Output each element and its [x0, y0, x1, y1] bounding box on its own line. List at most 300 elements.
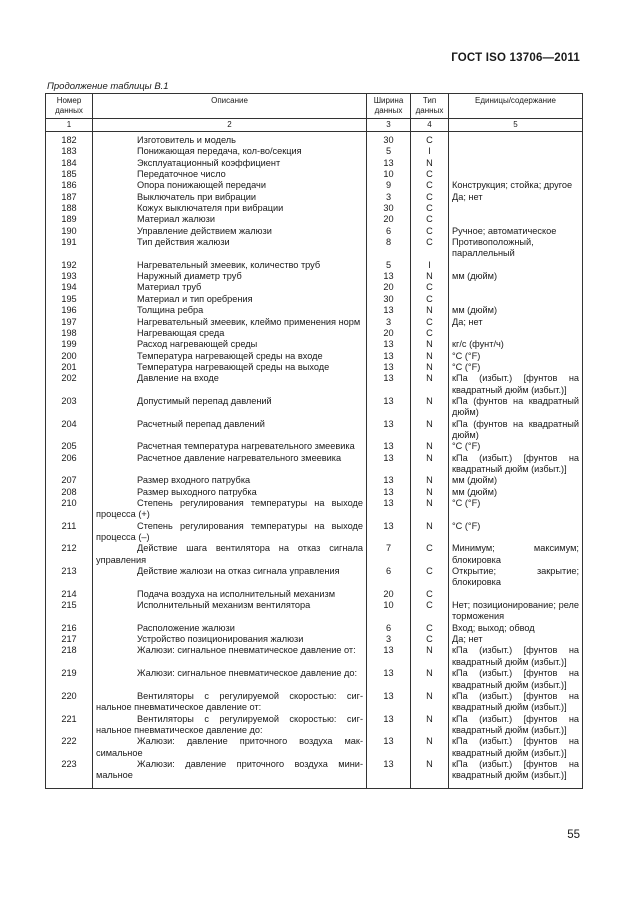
data-type: N	[411, 759, 449, 788]
col-number: 4	[411, 119, 449, 132]
data-type: N	[411, 396, 449, 419]
units	[449, 328, 583, 339]
standard-title: ГОСТ ISO 13706—2011	[451, 52, 580, 64]
description-text: Выключатель при вибрации	[137, 191, 256, 202]
description	[93, 645, 367, 668]
table-body	[46, 132, 583, 789]
units: мм (дюйм)	[449, 487, 583, 498]
description-text: Вентиляторы с регулируемой скоростью: сигнальное пневматическое давление от:	[96, 690, 363, 713]
description-text: Температура нагревающей среды на выходе	[137, 361, 330, 372]
description-text: Жалюзи: сигнальное пневматическое давление от:	[137, 645, 356, 656]
table-caption: Продолжение таблицы В.1	[47, 81, 169, 92]
table-row	[46, 543, 583, 566]
description	[93, 543, 367, 566]
data-number: 212	[46, 543, 93, 566]
data-number: 221	[46, 714, 93, 737]
table-row	[46, 441, 583, 452]
data-type: C	[411, 169, 449, 180]
data-type: I	[411, 260, 449, 271]
description-text: Расчетная температура нагревательного змеевика	[137, 441, 355, 452]
description	[93, 566, 367, 589]
description-text: Изготовитель и модель	[137, 135, 236, 145]
description	[93, 419, 367, 442]
table-row	[46, 180, 583, 191]
table-row	[46, 158, 583, 169]
data-width: 6	[367, 566, 411, 589]
data-type: C	[411, 634, 449, 645]
description-text: Понижающая передача, кол-во/секция	[137, 146, 302, 157]
description	[93, 691, 367, 714]
units: мм (дюйм)	[449, 475, 583, 486]
data-type: N	[411, 521, 449, 544]
description	[93, 305, 367, 316]
description	[93, 237, 367, 260]
table-row	[46, 192, 583, 203]
description	[93, 589, 367, 600]
table-row	[46, 260, 583, 271]
data-number: 184	[46, 158, 93, 169]
data-width: 7	[367, 543, 411, 566]
description	[93, 294, 367, 305]
description-text: Кожух выключателя при вибрации	[137, 203, 284, 214]
units	[449, 132, 583, 147]
description	[93, 317, 367, 328]
table-row	[46, 305, 583, 316]
data-number: 187	[46, 192, 93, 203]
data-number: 223	[46, 759, 93, 788]
units: Минимум; максимум; блокировка	[449, 543, 583, 566]
table-row	[46, 362, 583, 373]
data-number: 197	[46, 317, 93, 328]
col-number: 3	[367, 119, 411, 132]
data-type: C	[411, 282, 449, 293]
units: Вход; выход; обвод	[449, 623, 583, 634]
table-row	[46, 419, 583, 442]
description	[93, 192, 367, 203]
data-type: C	[411, 600, 449, 623]
units: Ручное; автоматическое	[449, 226, 583, 237]
units: кПа (избыт.) [фунтов на квадратный дюйм (избыт.)]	[449, 759, 583, 788]
table-row	[46, 759, 583, 788]
table-row	[46, 691, 583, 714]
data-width: 13	[367, 396, 411, 419]
table-row	[46, 487, 583, 498]
data-number: 203	[46, 396, 93, 419]
description-text: Расчетное давление нагревательного змеевика	[137, 452, 342, 463]
table-row	[46, 453, 583, 476]
units: °С (°F)	[449, 362, 583, 373]
description	[93, 362, 367, 373]
data-width: 30	[367, 294, 411, 305]
description-text: Размер выходного патрубка	[137, 486, 257, 497]
data-type: C	[411, 192, 449, 203]
data-number: 202	[46, 373, 93, 396]
table-row	[46, 294, 583, 305]
data-type: C	[411, 328, 449, 339]
description-text: Передаточное число	[137, 169, 226, 180]
data-width: 20	[367, 282, 411, 293]
data-type: N	[411, 419, 449, 442]
description-text: Расположение жалюзи	[137, 622, 235, 633]
description	[93, 214, 367, 225]
description	[93, 351, 367, 362]
description	[93, 498, 367, 521]
description-text: Допустимый перепад давлений	[137, 395, 272, 406]
description	[93, 271, 367, 282]
table-row	[46, 623, 583, 634]
data-number: 199	[46, 339, 93, 350]
description	[93, 453, 367, 476]
description-text: Размер входного патрубка	[137, 475, 251, 486]
table-row	[46, 634, 583, 645]
description	[93, 521, 367, 544]
data-width: 13	[367, 441, 411, 452]
data-width: 3	[367, 634, 411, 645]
units: кг/с (фунт/ч)	[449, 339, 583, 350]
data-type: C	[411, 214, 449, 225]
data-number: 190	[46, 226, 93, 237]
data-width: 13	[367, 714, 411, 737]
data-width: 5	[367, 146, 411, 157]
description-text: Управление действием жалюзи	[137, 225, 272, 236]
data-width: 20	[367, 214, 411, 225]
data-number: 207	[46, 475, 93, 486]
table-header	[46, 94, 583, 132]
data-type: N	[411, 158, 449, 169]
data-type: C	[411, 203, 449, 214]
table-row	[46, 282, 583, 293]
data-width: 13	[367, 305, 411, 316]
table-row	[46, 589, 583, 600]
data-type: N	[411, 441, 449, 452]
data-number: 216	[46, 623, 93, 634]
data-width: 13	[367, 691, 411, 714]
table-row	[46, 736, 583, 759]
table-row	[46, 645, 583, 668]
data-type: C	[411, 543, 449, 566]
units	[449, 158, 583, 169]
data-type: N	[411, 736, 449, 759]
data-type: C	[411, 132, 449, 147]
data-number: 200	[46, 351, 93, 362]
units: кПа (избыт.) [фунтов на квадратный дюйм (избыт.)]	[449, 645, 583, 668]
data-width: 30	[367, 132, 411, 147]
description	[93, 260, 367, 271]
units: Да; нет	[449, 192, 583, 203]
units: кПа (избыт.) [фунтов на квадратный дюйм (избыт.)]	[449, 668, 583, 691]
description-text: Вентиляторы с регулируемой скоростью: сигнальное пневматическое давление до:	[96, 713, 363, 735]
data-number: 189	[46, 214, 93, 225]
description-text: Давление на входе	[137, 373, 219, 384]
units: Да; нет	[449, 317, 583, 328]
description	[93, 373, 367, 396]
data-type: C	[411, 226, 449, 237]
table-row	[46, 328, 583, 339]
units: °С (°F)	[449, 498, 583, 521]
table-row	[46, 271, 583, 282]
data-number: 205	[46, 441, 93, 452]
data-number: 198	[46, 328, 93, 339]
data-number: 210	[46, 498, 93, 521]
data-width: 20	[367, 589, 411, 600]
data-width: 6	[367, 623, 411, 634]
description-text: Тип действия жалюзи	[137, 237, 230, 248]
units	[449, 169, 583, 180]
units: Нет; позиционирование; реле торможения	[449, 600, 583, 623]
description	[93, 132, 367, 147]
description	[93, 146, 367, 157]
data-number: 192	[46, 260, 93, 271]
table-row	[46, 600, 583, 623]
data-number: 206	[46, 453, 93, 476]
data-width: 10	[367, 169, 411, 180]
data-number: 188	[46, 203, 93, 214]
header-type: Тип данных	[411, 94, 449, 119]
description	[93, 328, 367, 339]
data-type: N	[411, 487, 449, 498]
description-text: Жалюзи: сигнальное пневматическое давление до:	[137, 668, 358, 679]
data-number: 191	[46, 237, 93, 260]
description	[93, 169, 367, 180]
description	[93, 441, 367, 452]
data-type: C	[411, 566, 449, 589]
data-width: 13	[367, 373, 411, 396]
description-text: Жалюзи: давление приточного воздуха минимальное	[96, 758, 363, 781]
data-number: 185	[46, 169, 93, 180]
description	[93, 158, 367, 169]
units: кПа (избыт.) [фунтов на квадратный дюйм (избыт.)]	[449, 714, 583, 737]
units	[449, 203, 583, 214]
description-text: Эксплуатационный коэффициент	[137, 157, 281, 168]
table-row	[46, 203, 583, 214]
data-width: 8	[367, 237, 411, 260]
data-number: 195	[46, 294, 93, 305]
description-text: Устройство позиционирования жалюзи	[137, 634, 304, 645]
description-text: Наружный диаметр труб	[137, 271, 242, 282]
data-width: 3	[367, 317, 411, 328]
data-number: 218	[46, 645, 93, 668]
data-number: 186	[46, 180, 93, 191]
data-width: 13	[367, 759, 411, 788]
description-text: Нагревательный змеевик, клеймо применения норм	[137, 316, 361, 327]
units: °С (°F)	[449, 521, 583, 544]
data-type: N	[411, 453, 449, 476]
units: кПа (избыт.) [фунтов на квадратный дюйм (избыт.)]	[449, 736, 583, 759]
units: Открытие; закрытие; блокировка	[449, 566, 583, 589]
description	[93, 475, 367, 486]
description	[93, 668, 367, 691]
data-type: N	[411, 668, 449, 691]
table-row	[46, 169, 583, 180]
units: Конструкция; стойка; другое	[449, 180, 583, 191]
description-text: Степень регулирования температуры на выходе процесса (+)	[96, 498, 363, 520]
table-row	[46, 237, 583, 260]
data-number: 213	[46, 566, 93, 589]
units: кПа (избыт.) [фунтов на квадратный дюйм (избыт.)]	[449, 453, 583, 476]
data-width: 13	[367, 487, 411, 498]
data-number: 215	[46, 600, 93, 623]
description	[93, 714, 367, 737]
data-width: 13	[367, 362, 411, 373]
description	[93, 396, 367, 419]
units: кПа (фунтов на квадратный дюйм)	[449, 419, 583, 442]
data-width: 6	[367, 226, 411, 237]
header-description: Описание	[93, 94, 367, 119]
data-type: N	[411, 691, 449, 714]
description	[93, 339, 367, 350]
description	[93, 203, 367, 214]
data-width: 9	[367, 180, 411, 191]
data-width: 13	[367, 521, 411, 544]
data-type: N	[411, 645, 449, 668]
data-width: 13	[367, 351, 411, 362]
data-type: N	[411, 362, 449, 373]
data-width: 20	[367, 328, 411, 339]
description-text: Подача воздуха на исполнительный механизм	[137, 588, 336, 599]
data-width: 10	[367, 600, 411, 623]
table-row	[46, 146, 583, 157]
data-type: C	[411, 623, 449, 634]
description-text: Степень регулирования температуры на выходе процесса (–)	[96, 520, 363, 543]
data-number: 193	[46, 271, 93, 282]
data-type: C	[411, 237, 449, 260]
header-units: Единицы/содержание	[449, 94, 583, 119]
data-number: 204	[46, 419, 93, 442]
col-number: 1	[46, 119, 93, 132]
units	[449, 589, 583, 600]
data-type: C	[411, 317, 449, 328]
units	[449, 282, 583, 293]
table-row	[46, 521, 583, 544]
units	[449, 214, 583, 225]
data-type: N	[411, 339, 449, 350]
data-number: 196	[46, 305, 93, 316]
col-number: 2	[93, 119, 367, 132]
data-type: N	[411, 498, 449, 521]
description-text: Расчетный перепад давлений	[137, 418, 265, 429]
description	[93, 634, 367, 645]
units	[449, 260, 583, 271]
data-number: 217	[46, 634, 93, 645]
data-width: 3	[367, 192, 411, 203]
data-number: 222	[46, 736, 93, 759]
data-type: N	[411, 271, 449, 282]
description-text: Материал жалюзи	[137, 214, 215, 225]
data-width: 13	[367, 453, 411, 476]
description	[93, 600, 367, 623]
units: кПа (фунтов на квадратный дюйм)	[449, 396, 583, 419]
data-width: 13	[367, 419, 411, 442]
data-table	[45, 93, 583, 789]
table-row	[46, 226, 583, 237]
description-text: Расход нагревающей среды	[137, 339, 258, 350]
units	[449, 294, 583, 305]
data-width: 13	[367, 736, 411, 759]
units: Да; нет	[449, 634, 583, 645]
table-row	[46, 668, 583, 691]
col-number: 5	[449, 119, 583, 132]
data-type: N	[411, 351, 449, 362]
description	[93, 736, 367, 759]
data-number: 201	[46, 362, 93, 373]
data-width: 13	[367, 645, 411, 668]
table-row	[46, 317, 583, 328]
data-number: 220	[46, 691, 93, 714]
header-number: Номер данных	[46, 94, 93, 119]
data-number: 219	[46, 668, 93, 691]
table-row	[46, 214, 583, 225]
data-width: 13	[367, 498, 411, 521]
data-type: N	[411, 305, 449, 316]
table-row	[46, 498, 583, 521]
data-width: 13	[367, 668, 411, 691]
units: °С (°F)	[449, 351, 583, 362]
units	[449, 146, 583, 157]
data-width: 5	[367, 260, 411, 271]
table-row	[46, 566, 583, 589]
description	[93, 282, 367, 293]
description-text: Нагревающая среда	[137, 327, 225, 338]
data-type: C	[411, 180, 449, 191]
table-row	[46, 373, 583, 396]
data-number: 211	[46, 521, 93, 544]
description	[93, 226, 367, 237]
description	[93, 623, 367, 634]
description-text: Жалюзи: давление приточного воздуха максимальное	[96, 736, 363, 758]
table-row	[46, 714, 583, 737]
data-type: C	[411, 294, 449, 305]
description	[93, 180, 367, 191]
data-type: N	[411, 373, 449, 396]
table-row	[46, 351, 583, 362]
data-width: 13	[367, 271, 411, 282]
table-row	[46, 339, 583, 350]
description-text: Опора понижающей передачи	[137, 180, 266, 191]
data-width: 30	[367, 203, 411, 214]
description-text: Действие шага вентилятора на отказ сигнала управления	[96, 543, 363, 565]
data-type: N	[411, 714, 449, 737]
table-row	[46, 132, 583, 147]
units: мм (дюйм)	[449, 305, 583, 316]
data-number: 182	[46, 132, 93, 147]
description-text: Нагревательный змеевик, количество труб	[137, 259, 321, 270]
description-text: Толщина ребра	[137, 305, 204, 316]
description	[93, 759, 367, 788]
units: Противоположный, параллельный	[449, 237, 583, 260]
description-text: Материал труб	[137, 282, 202, 293]
data-number: 183	[46, 146, 93, 157]
units: °С (°F)	[449, 441, 583, 452]
data-type: N	[411, 475, 449, 486]
header-width: Ширина данных	[367, 94, 411, 119]
data-width: 13	[367, 339, 411, 350]
table-row	[46, 475, 583, 486]
data-width: 13	[367, 158, 411, 169]
data-width: 13	[367, 475, 411, 486]
description-text: Исполнительный механизм вентилятора	[137, 600, 311, 611]
units: кПа (избыт.) [фунтов на квадратный дюйм (избыт.)]	[449, 691, 583, 714]
description-text: Материал и тип оребрения	[137, 293, 253, 304]
description	[93, 487, 367, 498]
data-type: C	[411, 589, 449, 600]
description-text: Действие жалюзи на отказ сигнала управления	[137, 566, 340, 577]
data-type: I	[411, 146, 449, 157]
units: кПа (избыт.) [фунтов на квадратный дюйм (избыт.)]	[449, 373, 583, 396]
page-number: 55	[567, 829, 580, 841]
data-number: 214	[46, 589, 93, 600]
data-number: 194	[46, 282, 93, 293]
units: мм (дюйм)	[449, 271, 583, 282]
